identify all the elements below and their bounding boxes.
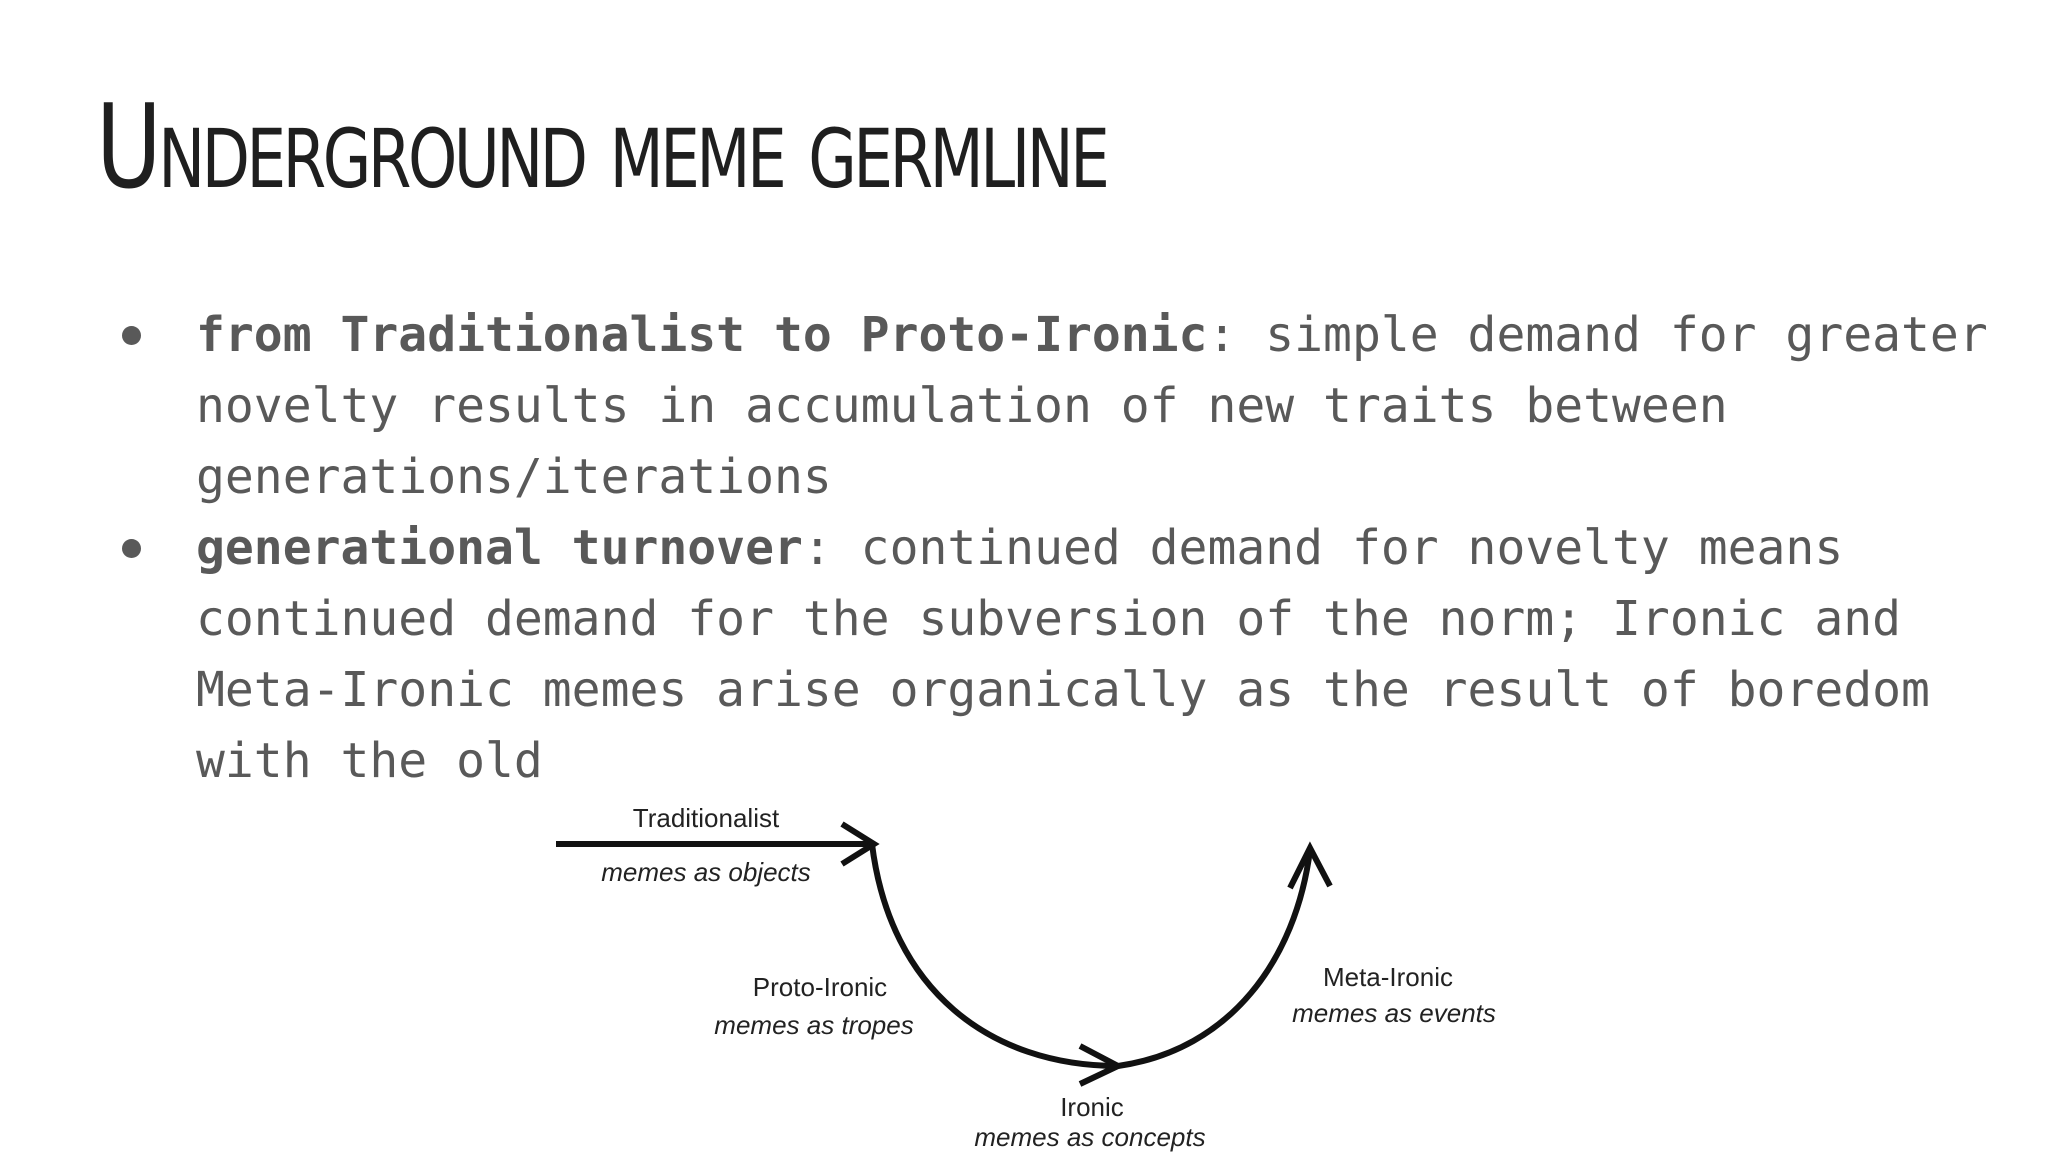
meta-ironic-description: memes as events: [1292, 998, 1496, 1028]
ironic-label: Ironic: [1060, 1092, 1124, 1122]
bullet-text: : continued demand for novelty means continued demand for the subversion of the norm; Ironic and Meta-Ironic memes arise organically as the result of boredom with the old: [196, 520, 1930, 789]
bullet-text: : simple demand for greater novelty results in accumulation of new traits between generations/iterations: [196, 307, 1988, 505]
traditionalist-label: Traditionalist: [632, 803, 780, 833]
proto-ironic-description: memes as tropes: [714, 1010, 914, 1040]
ironic-description: memes as concepts: [974, 1122, 1206, 1152]
traditionalist-description: memes as objects: [601, 857, 811, 887]
ascending-curve-line: [1118, 850, 1310, 1066]
proto-ironic-label: Proto-Ironic: [752, 972, 888, 1002]
slide-title: Underground meme germline: [96, 80, 1107, 215]
bullet-term: from Traditionalist to Proto-Ironic: [196, 307, 1208, 363]
meta-ironic-label: Meta-Ironic: [1322, 962, 1454, 992]
bullet-term: generational turnover: [196, 520, 803, 576]
